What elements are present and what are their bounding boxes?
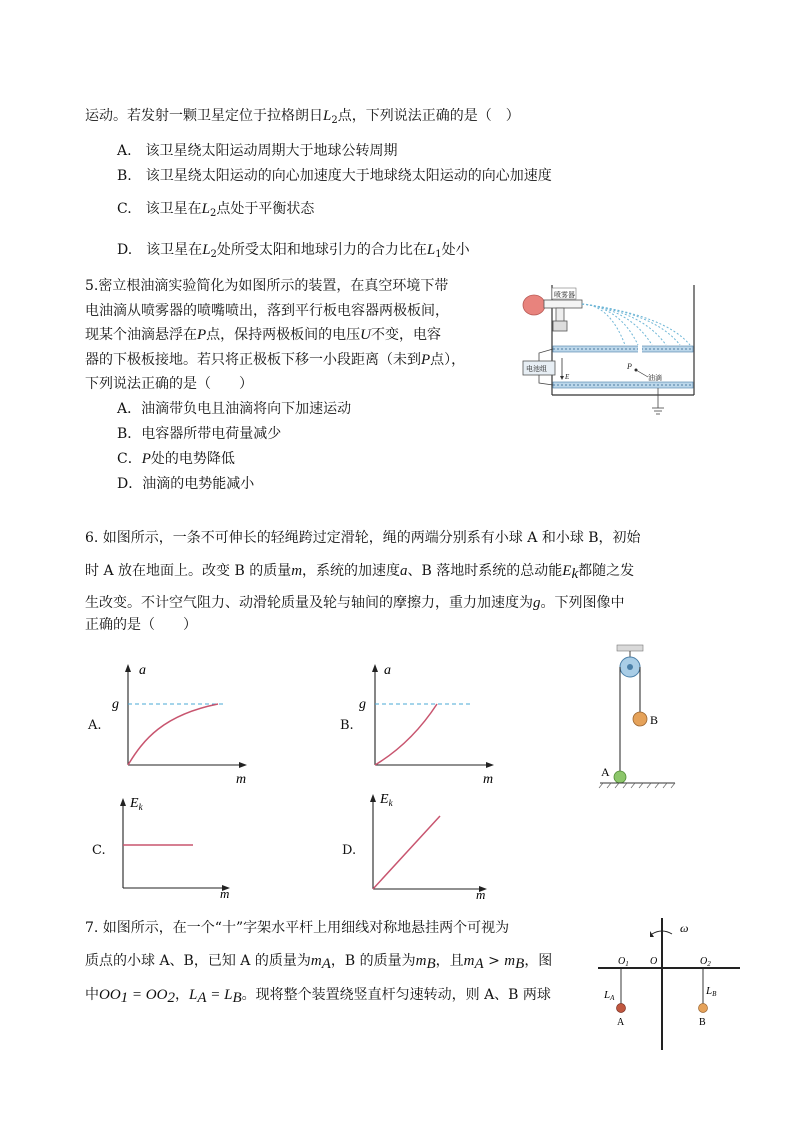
- q4-option-b: B. 该卫星绕太阳运动的向心加速度大于地球绕太阳运动的向心加速度: [117, 168, 552, 184]
- q4-option-a: A. 该卫星绕太阳运动周期大于地球公转周期: [117, 143, 398, 159]
- ball-b: [699, 1004, 708, 1013]
- graph-b-curve: [375, 704, 437, 765]
- graph-c-x-label: m: [220, 886, 230, 901]
- graph-b-g-label: g: [359, 697, 366, 712]
- point-P-label: P: [627, 362, 632, 371]
- q5-option-d: D．油滴的电势能减小: [117, 476, 255, 492]
- field-E-label: E: [565, 373, 570, 381]
- sprayer-bulb-icon: [523, 295, 545, 315]
- omega-label: ω: [680, 921, 689, 935]
- q4-option-d: D. 该卫星在$L_2$处所受太阳和地球引力的合力比在$L_1$处小: [117, 242, 470, 260]
- millikan-apparatus-diagram: [520, 283, 700, 423]
- graph-b-y-label: a: [384, 663, 391, 678]
- q6-line-4: 正确的是（ ）: [85, 617, 197, 633]
- ball-a-label: A: [601, 765, 610, 779]
- q5-option-b: B．电容器所带电荷量减少: [117, 426, 282, 442]
- ball-a-label: A: [617, 1017, 625, 1028]
- ball-b: [633, 712, 647, 726]
- q4-stem: 运动。若发射一颗卫星定位于拉格朗日$L_2$点，下列说法正确的是（ ）: [85, 108, 520, 126]
- q5-line-1: 5.密立根油滴实验简化为如图所示的装置，在真空环境下带: [85, 278, 449, 294]
- cross-frame-diagram: [596, 910, 746, 1055]
- graph-a-g-label: g: [112, 697, 119, 712]
- pulley-diagram: [595, 643, 685, 793]
- graph-b-option-label: B.: [340, 718, 354, 733]
- graph-a-option-label: A.: [88, 718, 102, 733]
- ceiling-bar: [617, 645, 643, 651]
- graph-d: [358, 786, 498, 901]
- graph-a: [108, 660, 258, 785]
- q4-option-c: C. 该卫星在$L_2$点处于平衡状态: [117, 201, 315, 219]
- ball-a: [614, 771, 626, 783]
- ball-b-label: B: [650, 713, 659, 727]
- graph-d-line: [373, 816, 440, 889]
- graph-b-x-label: m: [483, 772, 494, 787]
- q5-line-3: 现某个油滴悬浮在P点，保持两极板间的电压U不变，电容: [85, 327, 442, 343]
- graph-a-y-label: a: [139, 663, 146, 678]
- q5-line-5: 下列说法正确的是（ ）: [85, 376, 253, 392]
- graph-d-x-label: m: [476, 887, 486, 902]
- spray-paths: [582, 304, 690, 345]
- q7-line-3: 中$OO_1 = OO_2$，$L_A = L_B$。现将整个装置绕竖直杆匀速转动，则 A、B 两球: [85, 987, 551, 1006]
- graph-b: [355, 660, 505, 785]
- oil-drop-label: 油滴: [648, 374, 662, 382]
- q5-option-a: A．油滴带负电且油滴将向下加速运动: [117, 401, 352, 417]
- q6-line-2: 时 A 放在地面上。改变 B 的质量m，系统的加速度a、B 落地时系统的总动能$E_k$都随之发: [85, 563, 635, 582]
- battery-label: 电池组: [526, 365, 547, 373]
- q5-line-2: 电油滴从喷雾器的喷嘴喷出，落到平行板电容器两极板间，: [85, 303, 449, 319]
- sprayer-label: 喷雾器: [554, 291, 575, 299]
- q6-line-3: 生改变。不计空气阻力、动滑轮质量及轮与轴间的摩擦力，重力加速度为g。下列图像中: [85, 595, 625, 611]
- o1-label: $O_1$: [618, 956, 629, 968]
- ball-a: [617, 1004, 626, 1013]
- q7-line-2: 质点的小球 A、B，已知 A 的质量为$m_A$，B 的质量为$m_B$，且$m_A > m_B$，图: [85, 953, 553, 972]
- q6-line-1: 6. 如图所示，一条不可伸长的轻绳跨过定滑轮，绳的两端分别系有小球 A 和小球 B，初始: [85, 530, 641, 546]
- q5-line-4: 器的下极板接地。若只将正极板下移一小段距离（未到P点），: [85, 352, 466, 368]
- graph-a-curve: [128, 704, 218, 765]
- graph-c: [108, 790, 238, 900]
- la-label: LA: [604, 989, 615, 1002]
- lb-label: LB: [706, 985, 717, 998]
- graph-c-option-label: C.: [92, 843, 106, 858]
- graph-c-y-label: $E_k$: [130, 796, 143, 812]
- o-label: O: [650, 956, 658, 967]
- graph-d-option-label: D.: [342, 843, 357, 858]
- q7-line-1: 7. 如图所示，在一个“十”字架水平杆上用细线对称地悬挂两个可视为: [85, 920, 510, 936]
- graph-a-x-label: m: [236, 772, 247, 787]
- q5-option-c: C．P处的电势降低: [117, 451, 235, 467]
- graph-d-y-label: $E_k$: [380, 792, 393, 808]
- ball-b-label: B: [699, 1017, 706, 1028]
- o2-label: $O_2$: [700, 956, 711, 968]
- sprayer-body: [544, 300, 582, 308]
